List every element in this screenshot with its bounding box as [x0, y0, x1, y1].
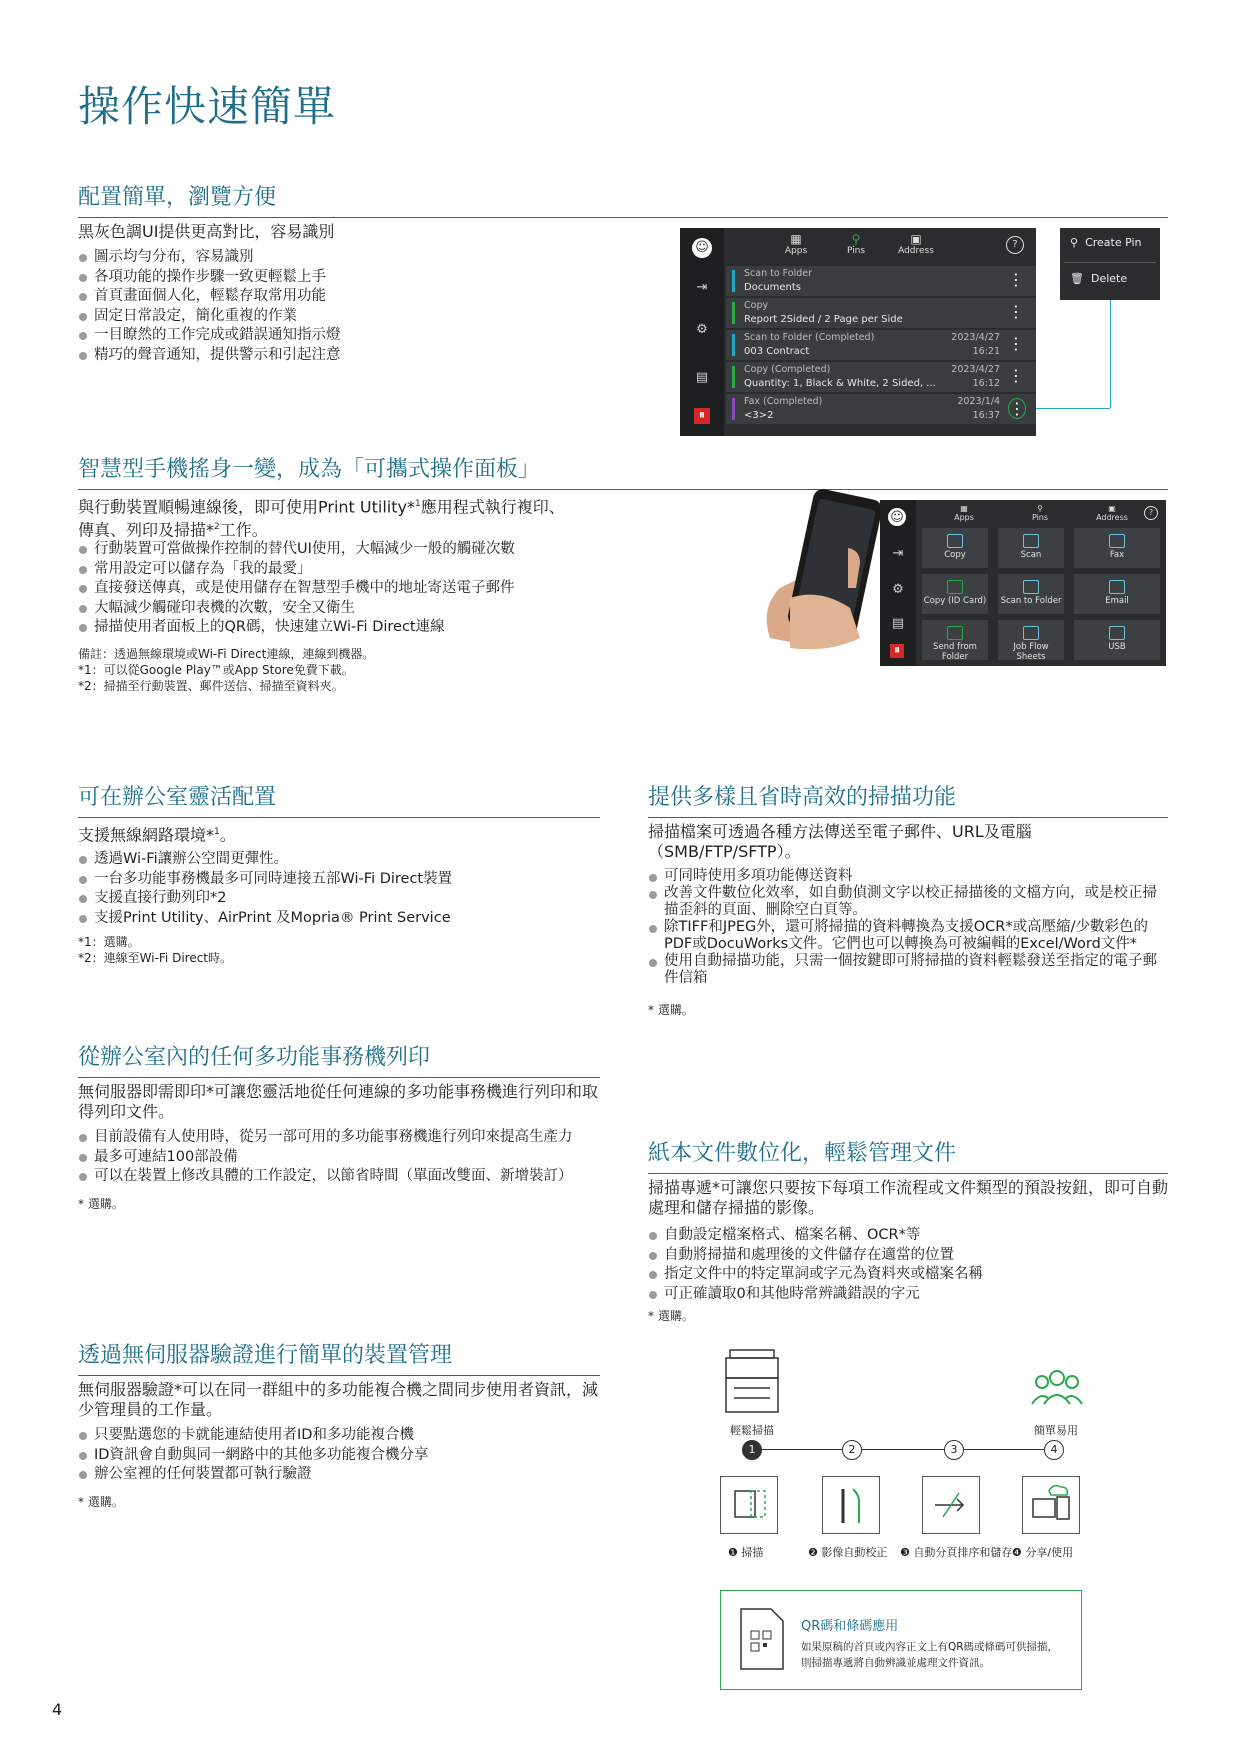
section-heading-digitize: 紙本文件數位化，輕鬆管理文件 [648, 1136, 1168, 1174]
more-icon: ⋮ [1008, 334, 1024, 353]
bullet-list [78, 248, 638, 365]
bullet-list [648, 868, 1168, 987]
tab-apps[interactable]: ▦ Apps [954, 504, 974, 522]
list-item: 行動裝置可當做操作控制的替代UI使用，大幅減少一般的觸碰次數 [78, 540, 638, 560]
list-item: 自動將掃描和處理後的文件儲存在適當的位置 [648, 1246, 1168, 1266]
pin-icon: ⚲ [1070, 236, 1079, 249]
qr-document-icon [737, 1607, 787, 1671]
connector-line [1036, 408, 1110, 409]
printer-home-screen [680, 228, 1036, 436]
job-row[interactable]: Scan to Folder Documents ⋮ [726, 266, 1036, 297]
step-caption: ❷ 影像自動校正 [808, 1546, 888, 1559]
list-item: 最多可連結100部設備 [78, 1148, 618, 1168]
stop-icon[interactable]: ⏸ [890, 644, 904, 658]
list-item: 使用自動掃描功能，只需一個按鍵即可將掃描的資料輕鬆發送至指定的電子郵件信箱 [648, 953, 1168, 987]
footnotes: 備註：透過無線環境或Wi-Fi Direct連線，連線到機器。 *1：可以從Google Play™或App Store免費下載。 *2：掃描至行動裝置、郵件送信、掃描至資料夾。 [78, 647, 375, 693]
list-item: 自動設定檔案格式、檔案名稱、OCR*等 [648, 1226, 1168, 1246]
footnote: * 選購。 [648, 1309, 694, 1323]
list-item: 一台多功能事務機最多可同時連接五部Wi-Fi Direct裝置 [78, 870, 598, 890]
list-item: 除TIFF和JPEG外，還可將掃描的資料轉換為支援OCR*或高壓縮/少數彩色的PDF或DocuWorks文件。它們也可以轉換為可被編輯的Excel/Word文件* [648, 919, 1168, 953]
app-tile-email[interactable]: Email [1074, 574, 1160, 614]
footnote: * 選購。 [78, 1197, 124, 1211]
list-item: 首頁畫面個人化，輕鬆存取常用功能 [78, 287, 638, 307]
section-heading-scan: 提供多樣且省時高效的掃描功能 [648, 780, 1168, 818]
list-item: 固定日常設定，簡化重複的作業 [78, 307, 638, 327]
app-tile-send-from-folder[interactable]: Send from Folder [922, 620, 988, 660]
qr-info-box [720, 1590, 1082, 1690]
list-item: 掃描使用者面板上的QR碼，快速建立Wi-Fi Direct連線 [78, 618, 638, 638]
section-heading-auth: 透過無伺服器驗證進行簡單的裝置管理 [78, 1338, 600, 1376]
interrupt-icon[interactable]: ⇥ [696, 280, 708, 295]
app-tile-copy[interactable]: Copy [922, 528, 988, 568]
app-tile-copy-id-card[interactable]: Copy (ID Card) [922, 574, 988, 614]
more-icon: ⋮ [1009, 399, 1025, 418]
app-tile-usb[interactable]: USB [1074, 620, 1160, 660]
screen-sidebar [680, 228, 724, 436]
section-lead: 無伺服器驗證*可以在同一群組中的多功能複合機之間同步使用者資訊，減少管理員的工作量。 [78, 1380, 599, 1419]
app-tile-scan[interactable]: Scan [998, 528, 1064, 568]
diagram-left-label: 輕鬆掃描 [730, 1424, 774, 1437]
job-row[interactable]: Scan to Folder (Completed) 003 Contract 2023/4/27 16:21 ⋮ [726, 330, 1036, 361]
footnote: * 選購。 [78, 1495, 124, 1509]
footnote: * 選購。 [648, 1003, 694, 1017]
more-icon: ⋮ [1008, 366, 1024, 385]
step-1: 1 [742, 1440, 762, 1460]
step-caption: ❹ 分享/使用 [1012, 1546, 1074, 1559]
list-item: 目前設備有人使用時，從另一部可用的多功能事務機進行列印來提高生產力 [78, 1128, 618, 1148]
page-number: 4 [52, 1700, 63, 1719]
list-item: 一目瞭然的工作完成或錯誤通知指示燈 [78, 326, 638, 346]
user-icon[interactable]: ☺ [888, 508, 906, 526]
bullet-list [648, 1226, 1168, 1304]
list-item: 只要點選您的卡就能連結使用者ID和多功能複合機 [78, 1426, 618, 1446]
list-item: 透過Wi-Fi讓辦公空間更彈性。 [78, 850, 598, 870]
tab-address[interactable]: ▣ Address [1096, 504, 1128, 522]
tab-apps[interactable]: ▦ Apps [784, 232, 808, 256]
tab-pins[interactable]: ⚲ Pins [1031, 504, 1049, 522]
app-tile-fax[interactable]: Fax [1074, 528, 1160, 568]
app-tile-scan-to-folder[interactable]: Scan to Folder [998, 574, 1064, 614]
step-2: 2 [842, 1440, 862, 1460]
settings-icon[interactable]: ⚙ [696, 322, 708, 337]
list-item: 精巧的聲音通知，提供警示和引起注意 [78, 346, 638, 366]
list-item: 可正確讀取0和其他時常辨識錯誤的字元 [648, 1285, 1168, 1305]
list-item: 直接發送傳真，或是使用儲存在智慧型手機中的地址寄送電子郵件 [78, 579, 638, 599]
printer-apps-screen [880, 500, 1166, 666]
list-item: ID資訊會自動與同一網路中的其他多功能複合機分享 [78, 1446, 618, 1466]
connector-line [1110, 300, 1111, 408]
diagram-right-label: 簡單易用 [1034, 1424, 1078, 1437]
bullet-list [78, 540, 638, 638]
step-4: 4 [1044, 1440, 1064, 1460]
list-item: 可以在裝置上修改具體的工作設定，以節省時間（單面改雙面、新增裝訂） [78, 1167, 618, 1187]
bullet-list [78, 850, 598, 928]
bullet-list [78, 1426, 618, 1485]
bullet-list [78, 1128, 618, 1187]
tab-address[interactable]: ▣ Address [898, 232, 934, 256]
list-item: 支援Print Utility、AirPrint 及Mopria® Print Service [78, 909, 598, 929]
pin-popup-menu [1060, 228, 1160, 300]
section-lead: 掃描檔案可透過各種方法傳送至電子郵件、URL及電腦（SMB/FTP/SFTP）。 [648, 822, 1032, 861]
scan-document-icon [720, 1476, 778, 1534]
qr-title: QR碼和條碼應用 [801, 1619, 899, 1634]
share-devices-icon [1022, 1476, 1080, 1534]
help-icon[interactable]: ? [1144, 506, 1158, 520]
list-item: 指定文件中的特定單詞或字元為資料夾或檔案名稱 [648, 1265, 1168, 1285]
screen-sidebar [880, 500, 916, 666]
users-group-icon [1030, 1368, 1084, 1408]
interrupt-icon[interactable]: ⇥ [892, 546, 904, 561]
stop-icon[interactable]: ⏸ [694, 408, 710, 424]
list-item: 可同時使用多項功能傳送資料 [648, 868, 1168, 885]
list-item: 常用設定可以儲存為「我的最愛」 [78, 560, 638, 580]
tab-pins[interactable]: ⚲ Pins [846, 232, 866, 256]
section-heading-config: 配置簡單，瀏覽方便 [78, 180, 1168, 218]
user-icon[interactable]: ☺ [692, 238, 712, 258]
step-3: 3 [944, 1440, 964, 1460]
section-heading-wireless: 可在辦公室靈活配置 [78, 780, 600, 818]
flow-line [752, 1449, 1052, 1450]
step-caption: ❸ 自動分頁排序和儲存 [900, 1546, 1013, 1559]
section-heading-smartphone: 智慧型手機搖身一變，成為「可攜式操作面板」 [78, 452, 1168, 490]
create-pin-item[interactable]: ⚲ Create Pin [1070, 236, 1142, 249]
more-icon: ⋮ [1008, 270, 1024, 289]
qr-description: 如果原稿的首頁或內容正文上有QR碼或條碼可供掃描， 則掃描專遞將自動辨識並處理文件資訊。 [801, 1641, 1059, 1669]
delete-item[interactable]: 🗑 Delete [1070, 272, 1128, 285]
list-item: 圖示均勻分布，容易識別 [78, 248, 638, 268]
screen-tabbar [726, 228, 1036, 264]
sort-arrows-icon [922, 1476, 980, 1534]
job-row[interactable]: Copy Report 2Sided / 2 Page per Side ⋮ [726, 298, 1036, 329]
list-item: 辦公室裡的任何裝置都可執行驗證 [78, 1465, 618, 1485]
more-icon: ⋮ [1008, 302, 1024, 321]
page-title: 操作快速簡單 [78, 82, 337, 131]
jobs-icon[interactable]: ▤ [695, 370, 709, 385]
section-lead: 與行動裝置順暢連線後，即可使用Print Utility*$^1$應用程式執行複印、 傳真、列印及掃描*$^2$工作。 [78, 497, 565, 540]
help-icon[interactable]: ? [1006, 236, 1024, 254]
trash-icon: 🗑 [1070, 272, 1084, 285]
job-row[interactable]: Fax (Completed) <3>2 2023/1/4 16:37 ⋮ [726, 394, 1036, 425]
section-lead: 無伺服器即需即印*可讓您靈活地從任何連線的多功能事務機進行列印和取得列印文件。 [78, 1082, 599, 1121]
section-lead: 掃描專遞*可讓您只要按下每項工作流程或文件類型的預設按鈕，即可自動處理和儲存掃描的影像。 [648, 1178, 1169, 1217]
smartphone-in-hand-image [760, 488, 890, 658]
list-item: 改善文件數位化效率，如自動偵測文字以校正掃描後的文檔方向，或是校正掃描歪斜的頁面、刪除空白頁等。 [648, 885, 1168, 919]
settings-icon[interactable]: ⚙ [892, 582, 904, 597]
list-item: 各項功能的操作步驟一致更輕鬆上手 [78, 268, 638, 288]
list-item: 大幅減少觸碰印表機的次數，安全又衛生 [78, 599, 638, 619]
footnotes: *1：選購。 *2：連線至Wi-Fi Direct時。 [78, 935, 233, 965]
tools-icon [822, 1476, 880, 1534]
printer-icon [724, 1346, 784, 1416]
jobs-icon[interactable]: ▤ [891, 616, 905, 631]
section-heading-print: 從辦公室內的任何多功能事務機列印 [78, 1040, 600, 1078]
list-item: 支援直接行動列印*2 [78, 889, 598, 909]
section-lead: 黑灰色調UI提供更高對比，容易識別 [78, 222, 335, 241]
section-lead: 支援無線網路環境*$^1$。 [78, 825, 236, 845]
job-row[interactable]: Copy (Completed) Quantity: 1, Black & White, 2 Sided, ... 2023/4/27 16:12 ⋮ [726, 362, 1036, 393]
app-tile-job-flow-sheets[interactable]: Job Flow Sheets [998, 620, 1064, 660]
step-caption: ❶ 掃描 [728, 1546, 764, 1559]
